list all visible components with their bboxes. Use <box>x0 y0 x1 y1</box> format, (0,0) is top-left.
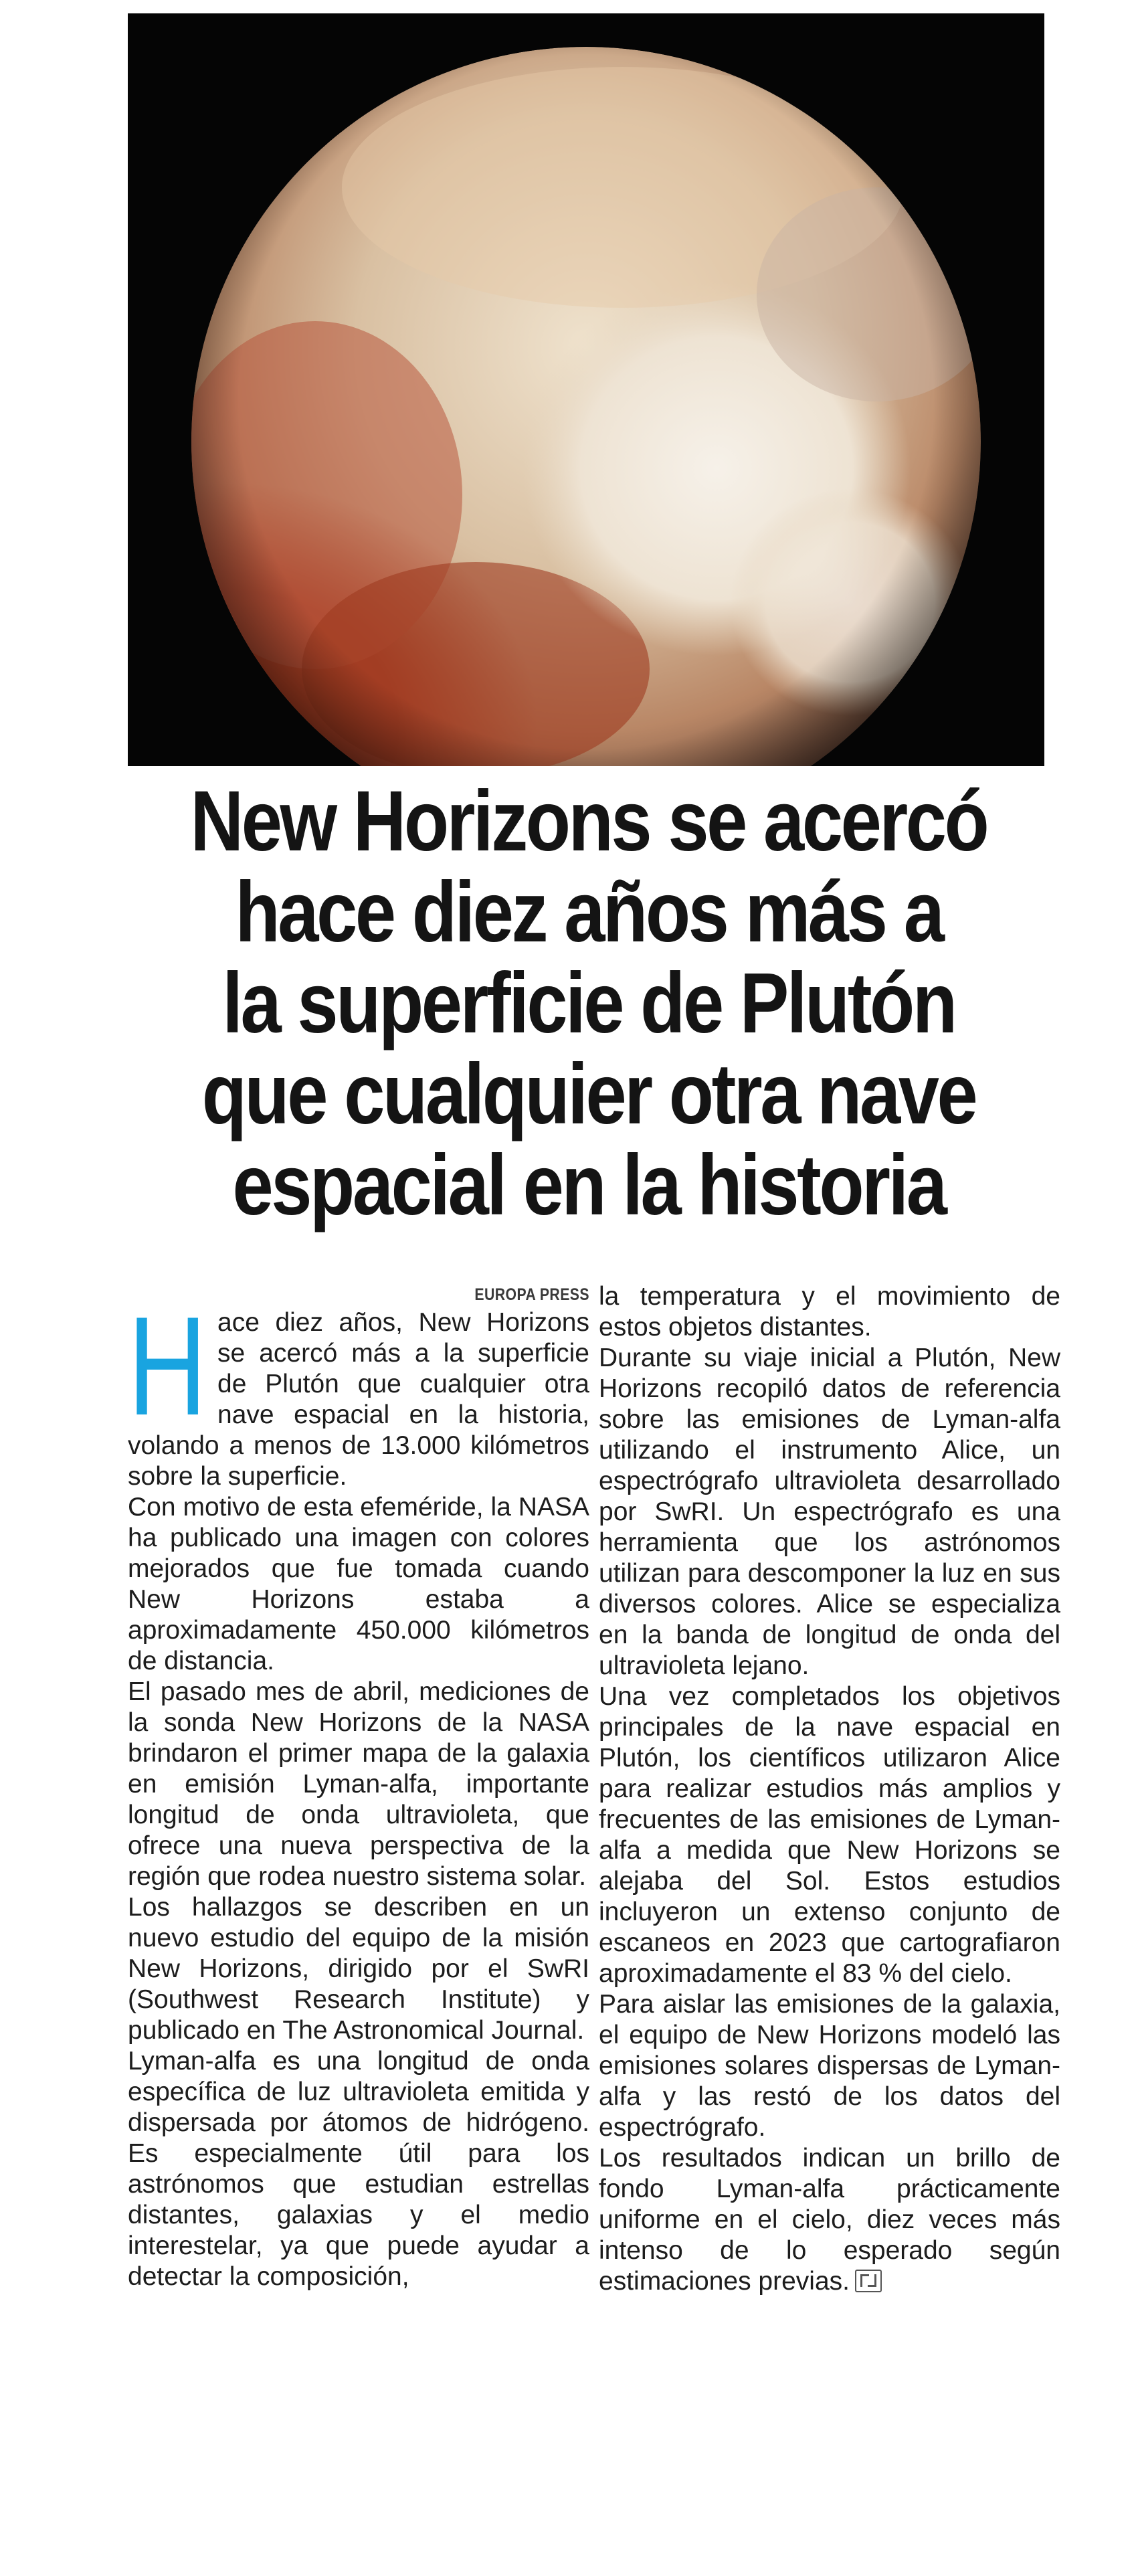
article-column-left <box>128 1285 589 2292</box>
paragraph: Una vez completados los objetivos principales de la nave espacial en Plutón, los científicos utilizaron Alice para realizar estudios más amplios y frecuentes de las emisiones de Lyman-alfa a medida que New Horizons se alejaba del Sol. Estos estudios incluyeron un extenso conjunto de escaneos en 2023 que cartografiaron aproximadamente el 83 % del cielo. <box>599 1682 1060 1988</box>
headline-line: espacial en la historia <box>232 1137 945 1233</box>
paragraph <box>599 2143 1060 2297</box>
headline-line: hace diez años más a <box>235 864 943 960</box>
headline-line: que cualquier otra nave <box>201 1046 976 1142</box>
byline: EUROPA PRESS <box>474 1285 589 1304</box>
paragraph: Durante su viaje inicial a Plutón, New Horizons recopiló datos de referencia sobre las emisiones de Lyman-alfa utilizando el instrumento Alice, un espectrógrafo ultravioleta desarrollado por SwRI. Un espectrógrafo es una herramienta que los astrónomos utilizan para descomponer la luz en sus diversos colores. Alice se especializa en la banda de longitud de onda del ultravioleta lejano. <box>599 1344 1060 1680</box>
paragraph: Para aislar las emisiones de la galaxia, el equipo de New Horizons modeló las emisiones solares dispersas de Lyman-alfa y las restó de los datos del espectrógrafo. <box>599 1990 1060 2142</box>
paragraph-text: Los resultados indican un brillo de fondo Lyman-alfa prácticamente uniforme en el cielo, diez veces más intenso de lo esperado según estimaciones previas. <box>599 2144 1060 2296</box>
headline <box>151 773 1026 1233</box>
headline-line: New Horizons se acercó <box>190 773 987 869</box>
pluto-image <box>128 13 1044 766</box>
drop-cap: H <box>128 1287 207 1445</box>
headline-line: la superficie de Plutón <box>222 955 955 1051</box>
paragraph: Lyman-alfa es una longitud de onda específica de luz ultravioleta emitida y dispersada por átomos de hidrógeno. Es especialmente útil para los astrónomos que estudian estrellas distantes, galaxias y el medio interestelar, ya que puede ayudar a detectar la composición, <box>128 2047 589 2291</box>
paragraph: El pasado mes de abril, mediciones de la sonda New Horizons de la NASA brindaron el primer mapa de la galaxia en emisión Lyman-alfa, importante longitud de onda ultravioleta, que ofrece una nueva perspectiva de la región que rodea nuestro sistema solar. <box>128 1677 589 1891</box>
paragraph: la temperatura y el movimiento de estos objetos distantes. <box>599 1282 1060 1342</box>
end-of-article-icon <box>855 2270 882 2292</box>
paragraph-text: ace diez años, New Horizons se acercó más a la superficie de Plutón que cualquier otra nave espacial en la historia, volando a menos de 13.000 kilómetros sobre la superficie. <box>128 1308 589 1491</box>
article-column-right <box>599 1281 1060 2297</box>
paragraph: Los hallazgos se describen en un nuevo estudio del equipo de la misión New Horizons, dirigido por el SwRI (Southwest Research Institute) y publicado en The Astronomical Journal. <box>128 1893 589 2045</box>
paragraph: Con motivo de esta efeméride, la NASA ha publicado una imagen con colores mejorados que fue tomada cuando New Horizons estaba a aproximadamente 450.000 kilómetros de distancia. <box>128 1493 589 1675</box>
pluto-photo <box>128 13 1044 766</box>
